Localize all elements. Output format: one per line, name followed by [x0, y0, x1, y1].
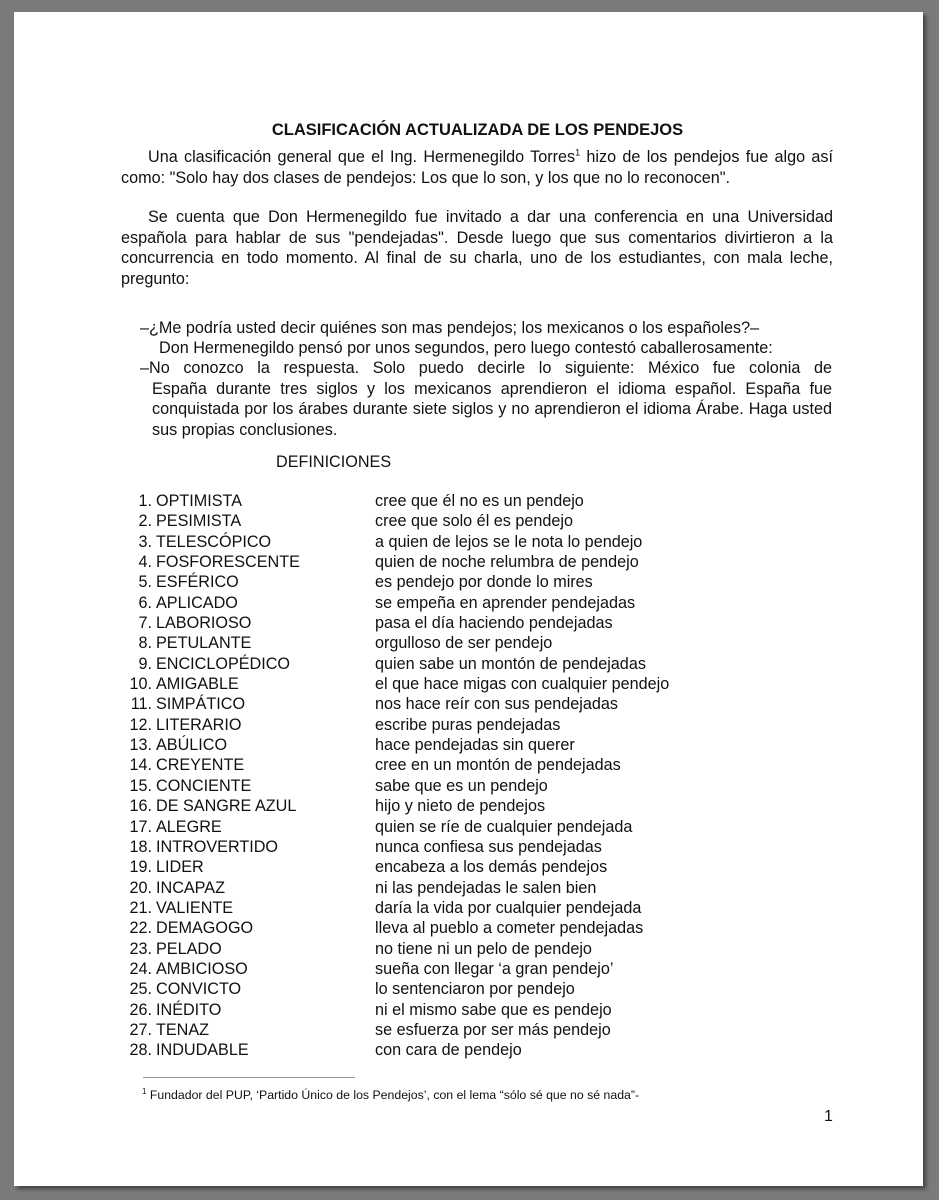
definition-number: 3. — [138, 532, 152, 551]
definition-item — [125, 755, 669, 775]
definition-item — [125, 1040, 669, 1060]
definition-term: PETULANTE — [156, 634, 252, 653]
footnote — [142, 1087, 639, 1102]
definition-description: pasa el día haciendo pendejadas — [375, 614, 613, 633]
definition-description: no tiene ni un pelo de pendejo — [375, 939, 592, 958]
definition-term: SIMPÁTICO — [156, 695, 246, 714]
definitions-heading: DEFINICIONES — [276, 453, 392, 471]
intro-paragraph — [121, 147, 833, 188]
definition-description: escribe puras pendejadas — [375, 715, 561, 734]
definition-description: el que hace migas con cualquier pendejo — [375, 675, 670, 694]
definition-number: 18. — [129, 837, 152, 856]
definition-description: encabeza a los demás pendejos — [375, 858, 608, 877]
definition-number: 8. — [138, 634, 152, 653]
definition-term: CONVICTO — [156, 980, 242, 999]
definition-item — [125, 979, 669, 999]
definition-number: 13. — [129, 736, 152, 755]
answer-first-line: –No conozco la respuesta. Solo puedo decirle lo siguiente: México fue colonia de — [140, 359, 832, 377]
definition-term: PELADO — [156, 939, 222, 958]
definition-description: es pendejo por donde lo mires — [375, 573, 593, 592]
definition-description: ni las pendejadas le salen bien — [375, 878, 597, 897]
definition-item — [125, 939, 669, 959]
definition-description: daría la vida por cualquier pendejada — [375, 898, 642, 917]
definition-term: PESIMISTA — [156, 512, 242, 531]
definition-number: 25. — [129, 980, 152, 999]
definition-term: LITERARIO — [156, 715, 242, 734]
definition-item — [125, 857, 669, 877]
definition-description: nunca confiesa sus pendejadas — [375, 837, 602, 856]
definition-term: FOSFORESCENTE — [156, 553, 300, 572]
definition-item — [125, 1020, 669, 1040]
definition-description: se empeña en aprender pendejadas — [375, 593, 636, 612]
definition-description: hijo y nieto de pendejos — [375, 797, 546, 816]
definition-number: 23. — [129, 939, 152, 958]
definition-number: 6. — [138, 593, 152, 612]
definition-number: 17. — [129, 817, 152, 836]
definition-term: AMIGABLE — [156, 675, 239, 694]
definition-term: OPTIMISTA — [156, 492, 243, 510]
definition-term: AMBICIOSO — [156, 959, 248, 978]
definition-term: ABÚLICO — [156, 736, 228, 755]
definition-item — [125, 898, 669, 918]
definition-number: 1. — [138, 492, 152, 510]
definitions-list — [125, 491, 669, 1061]
definition-item — [125, 491, 669, 511]
intro-text-start: Una clasificación general que el Ing. Hermenegildo Torres — [148, 148, 576, 166]
definition-description: nos hace reír con sus pendejadas — [375, 695, 618, 714]
definition-term: INDUDABLE — [156, 1041, 249, 1060]
definition-description: quien sabe un montón de pendejadas — [375, 654, 646, 673]
definition-number: 19. — [129, 858, 152, 877]
definition-number: 28. — [129, 1041, 152, 1060]
definition-description: orgulloso de ser pendejo — [375, 634, 553, 653]
definition-description: a quien de lejos se le nota lo pendejo — [375, 532, 643, 551]
answer-block — [140, 358, 832, 440]
definition-description: lleva al pueblo a cometer pendejadas — [375, 919, 644, 938]
definition-description: se esfuerza por ser más pendejo — [375, 1020, 611, 1039]
definition-item — [125, 552, 669, 572]
definition-number: 10. — [129, 675, 152, 694]
definition-term: VALIENTE — [156, 898, 234, 917]
definition-item — [125, 511, 669, 531]
definition-number: 24. — [129, 959, 152, 978]
definition-item — [125, 837, 669, 857]
definition-item — [125, 1000, 669, 1020]
definition-item — [125, 633, 669, 653]
document-page — [14, 12, 923, 1186]
definition-number: 20. — [129, 878, 152, 897]
definition-item — [125, 878, 669, 898]
definition-term: INCAPAZ — [156, 878, 225, 897]
definition-item — [125, 817, 669, 837]
definition-term: INÉDITO — [156, 1000, 222, 1019]
definition-term: APLICADO — [156, 593, 238, 612]
definition-number: 11. — [130, 695, 152, 714]
definition-number: 15. — [129, 776, 152, 795]
definition-number: 22. — [129, 919, 152, 938]
definition-number: 27. — [129, 1020, 152, 1039]
definition-item — [125, 918, 669, 938]
definition-item — [125, 959, 669, 979]
definition-item — [125, 694, 669, 714]
page-number: 1 — [824, 1108, 833, 1125]
definition-term: CONCIENTE — [156, 776, 252, 795]
intro-text-end: hizo de los pendejos fue algo así como: "Solo hay dos clases de pendejos: Los que lo son, y los que no lo reconocen". — [121, 148, 833, 187]
definition-number: 4. — [138, 553, 152, 572]
definition-number: 26. — [129, 1000, 152, 1019]
definition-number: 21. — [129, 898, 152, 917]
definition-description: hace pendejadas sin querer — [375, 736, 575, 755]
definition-description: cree en un montón de pendejadas — [375, 756, 621, 775]
definition-number: 12. — [129, 715, 152, 734]
definition-term: DEMAGOGO — [156, 919, 254, 938]
footnote-separator — [143, 1077, 355, 1078]
definition-description: ni el mismo sabe que es pendejo — [375, 1000, 612, 1019]
definition-description: cree que él no es un pendejo — [375, 492, 584, 510]
definition-term: ENCICLOPÉDICO — [156, 654, 291, 673]
definition-number: 9. — [138, 654, 152, 673]
definition-term: TENAZ — [156, 1020, 210, 1039]
definition-item — [125, 796, 669, 816]
answer-continuation: España durante tres siglos y los mexicanos aprendieron el idioma español. España fue conquistada por los árabes durante siete siglos y no aprendieron el idioma Árabe. Haga usted sus propias conclusiones. — [152, 379, 832, 439]
narration-line: Don Hermenegildo pensó por unos segundos, pero luego contestó caballerosamente: — [159, 339, 773, 357]
definition-item — [125, 674, 669, 694]
definition-description: sabe que es un pendejo — [375, 776, 548, 795]
definition-item — [125, 613, 669, 633]
footnote-number: 1 — [142, 1087, 147, 1096]
definition-item — [125, 654, 669, 674]
definition-item — [125, 735, 669, 755]
definition-item — [125, 572, 669, 592]
definition-item — [125, 715, 669, 735]
student-question: –¿Me podría usted decir quiénes son mas pendejos; los mexicanos o los españoles?– — [140, 319, 760, 337]
definition-number: 7. — [138, 614, 152, 633]
definition-term: ALEGRE — [156, 817, 222, 836]
definition-term: LIDER — [156, 858, 204, 877]
definition-term: CREYENTE — [156, 756, 245, 775]
definition-number: 5. — [138, 573, 152, 592]
footnote-reference: 1 — [575, 147, 581, 158]
definition-description: lo sentenciaron por pendejo — [375, 980, 575, 999]
definition-item — [125, 776, 669, 796]
definition-number: 14. — [129, 756, 152, 775]
definition-description: quien de noche relumbra de pendejo — [375, 553, 639, 572]
story-paragraph: Se cuenta que Don Hermenegildo fue invitado a dar una conferencia en una Universidad española para hablar de sus "pendejadas". Desde luego que sus comentarios divirtieron a la concurrencia en todo momento. Al final de su charla, uno de los estudiantes, con mala leche, pregunto: — [121, 208, 833, 288]
definition-description: quien se ríe de cualquier pendejada — [375, 817, 633, 836]
definition-item — [125, 532, 669, 552]
definition-number: 2. — [138, 512, 152, 531]
definition-term: LABORIOSO — [156, 614, 252, 633]
definition-term: DE SANGRE AZUL — [156, 797, 297, 816]
definition-description: cree que solo él es pendejo — [375, 512, 573, 531]
definition-term: INTROVERTIDO — [156, 837, 279, 856]
definition-term: TELESCÓPICO — [156, 532, 272, 551]
definition-term: ESFÉRICO — [156, 573, 239, 592]
definition-item — [125, 593, 669, 613]
definition-number: 16. — [129, 797, 152, 816]
definition-description: sueña con llegar ‘a gran pendejo’ — [375, 959, 614, 978]
footnote-text: Fundador del PUP, ‘Partido Único de los Pendejos’, con el lema “sólo sé que no sé nada”- — [146, 1088, 640, 1103]
definition-description: con cara de pendejo — [375, 1041, 522, 1060]
document-title: CLASIFICACIÓN ACTUALIZADA DE LOS PENDEJOS — [271, 121, 684, 139]
